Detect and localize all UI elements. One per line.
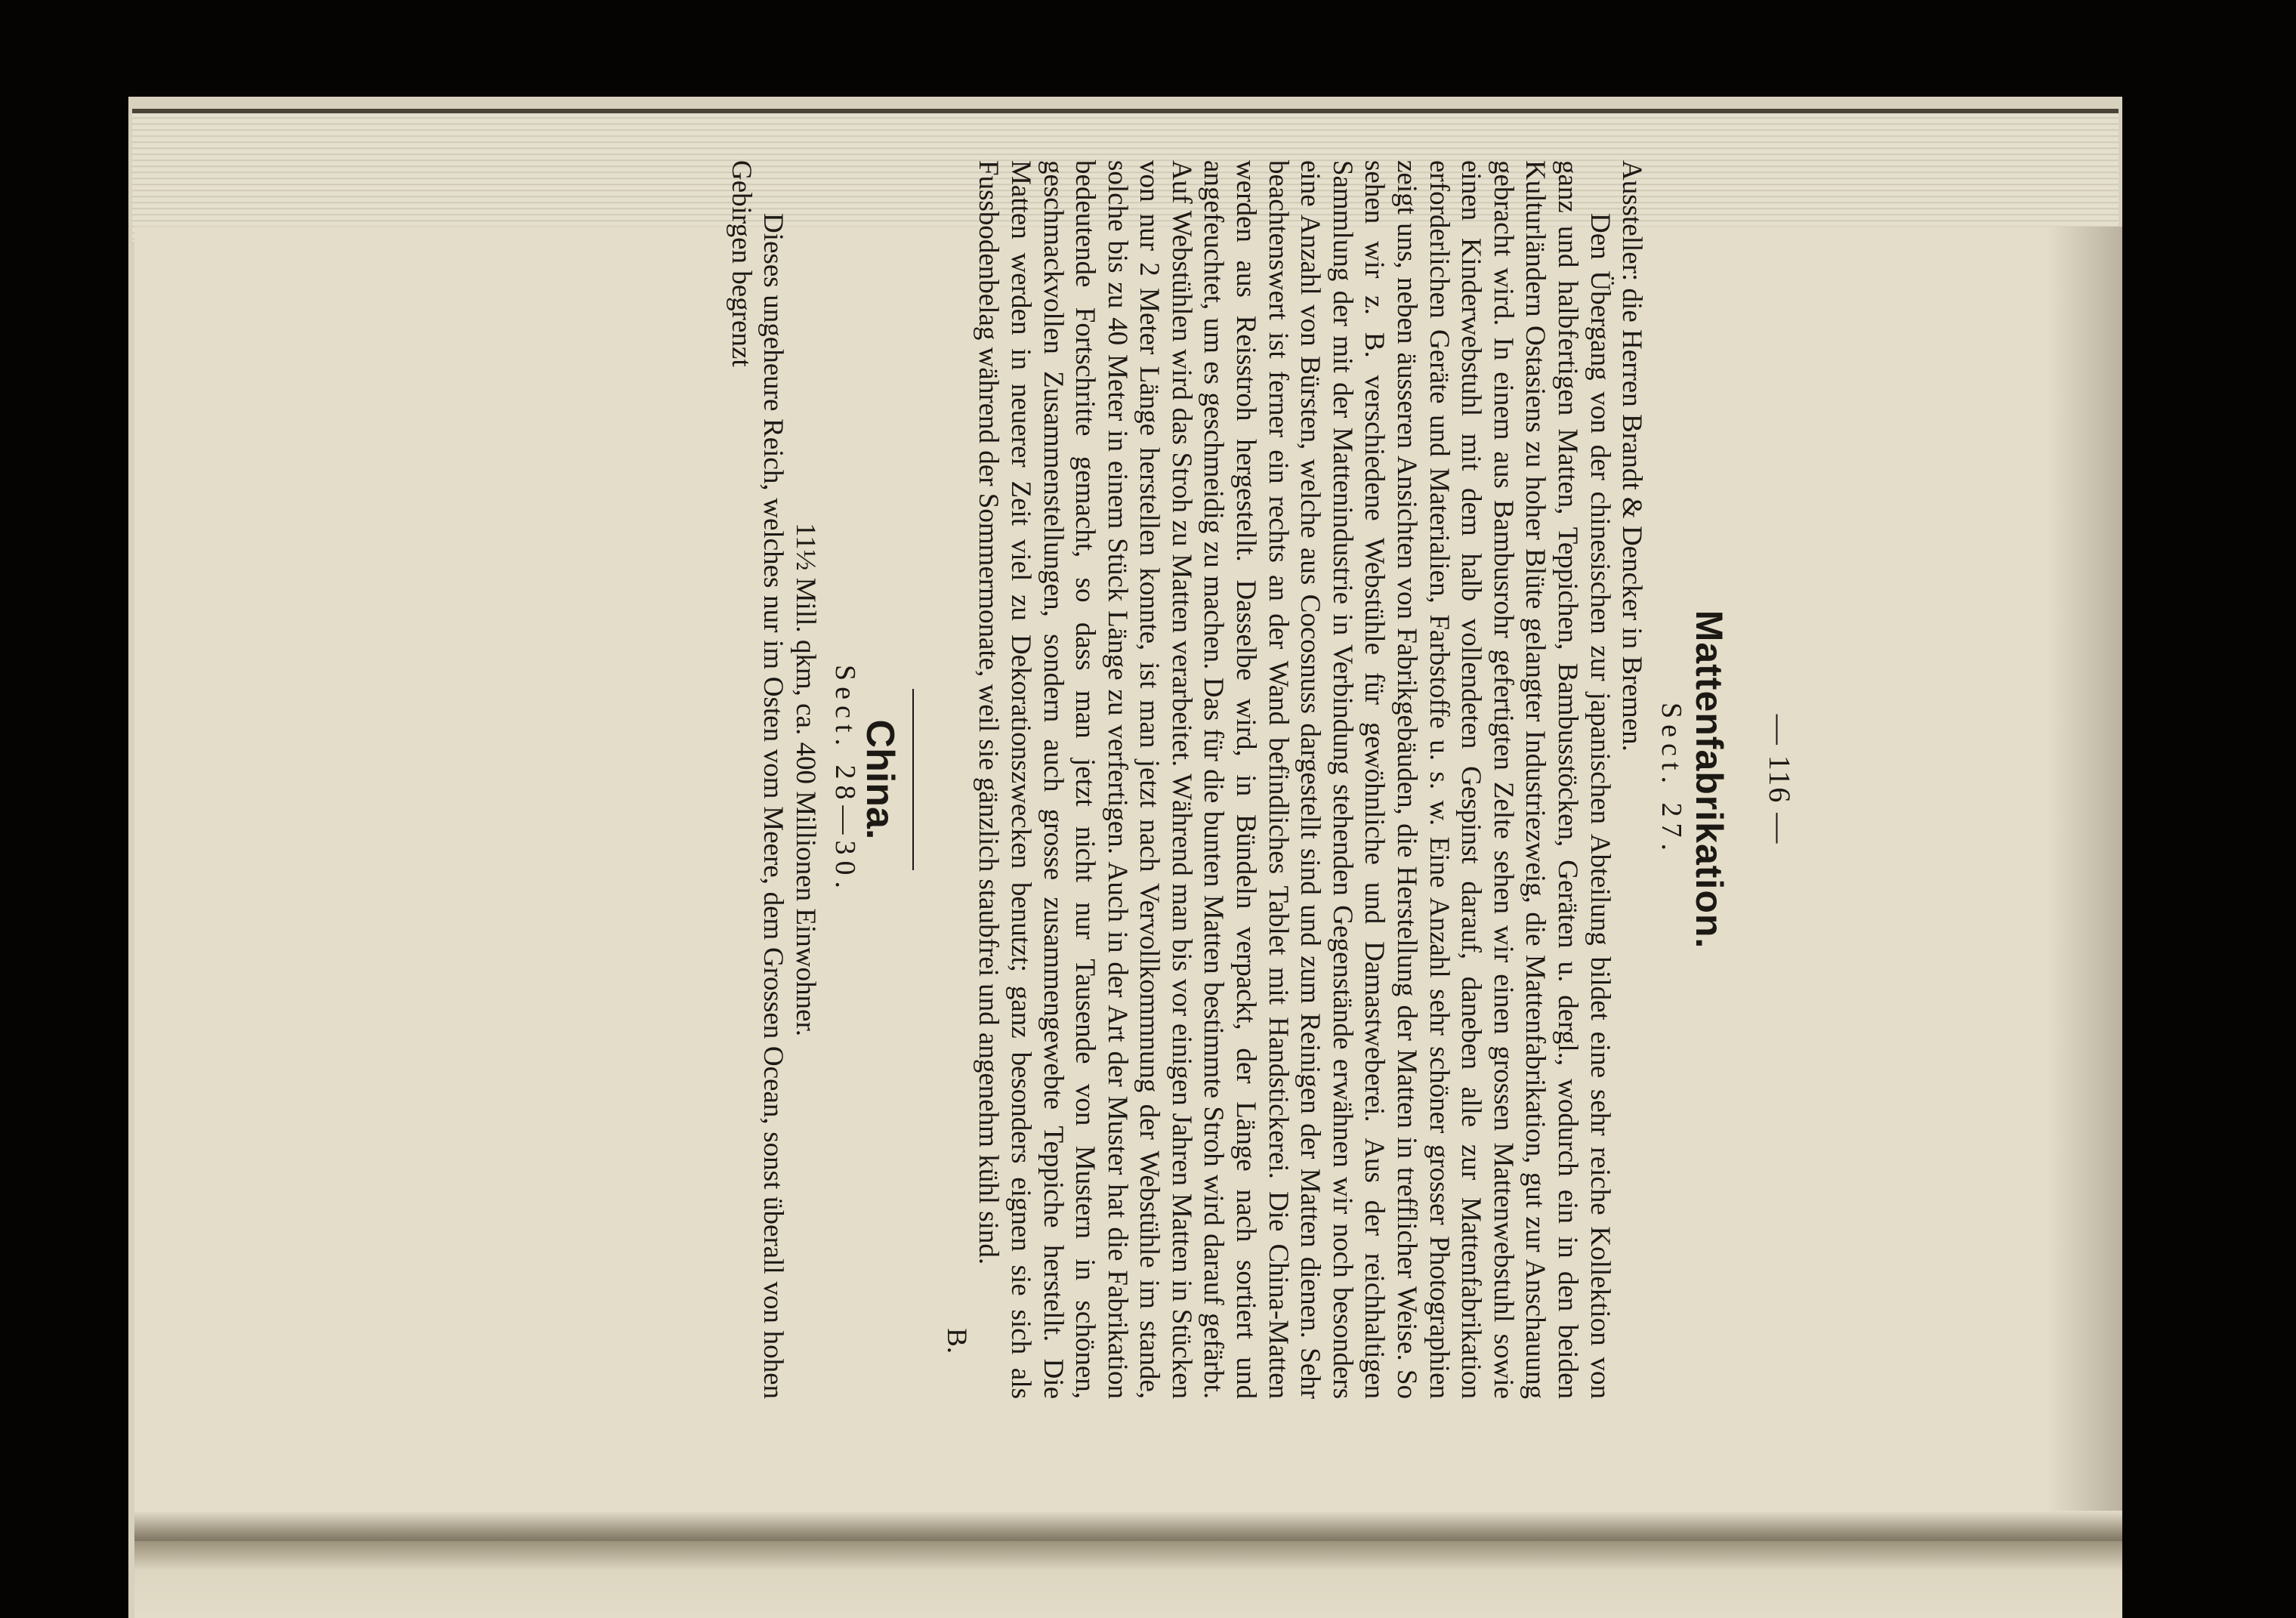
section-number-china: Sect. 28—30. xyxy=(829,665,861,894)
section-divider xyxy=(912,689,914,870)
section-heading-mattenfabrikation: Mattenfabrikation. xyxy=(1688,610,1731,949)
china-paragraph: Dieses ungeheure Reich, welches nur im Osten vom Meere, dem Grossen Ocean, sonst überall von hohen Gebirgen begrenzt xyxy=(725,160,789,1399)
binding-shadow xyxy=(2047,227,2122,1541)
section-number: Sect. 27. xyxy=(1655,702,1687,857)
exhibitor-line: Aussteller: die Herren Brandt & Dencker in Bremen. xyxy=(1616,160,1648,752)
page-number: — 116 — xyxy=(1763,714,1797,845)
author-initial: B. xyxy=(940,1328,972,1354)
rotated-text-block xyxy=(489,160,1795,1399)
section-heading-china: China. xyxy=(858,719,903,840)
china-statistics: 11½ Mill. qkm, ca. 400 Millionen Einwohner. xyxy=(789,523,821,1036)
body-paragraph: Den Übergang von der chinesischen zur japanischen Abteilung bildet eine sehr reiche Kollektion von ganz und halbfertigen Matten, Teppichen, Bambusstöcken, Geräten u. dergl., wodurch ein in den beiden Kulturländern Ostasiens zu hoher Blüte gelangter Industriezweig, die Mattenfabrikation, gut zur Anschauung gebracht wird. In einem aus Bambusrohr gefertigten Zelte sehen wir einen grossen Mattenwebstuhl sowie einen Kinderwebstuhl mit dem halb vollendeten Gespinst darauf, daneben alle zur Mattenfabrikation erforderlichen Geräte und Materialien, Farbstoffe u. s. w. Eine Anzahl sehr schöner grosser Photographien zeigt uns, neben äusseren Ansichten von Fabrikgebäuden, die Herstellung der Matten in trefflicher Weise. So sehen wir z. B. verschiedene Webstühle für gewöhnliche und Damastweberei. Aus der reichhaltigen Sammlung der mit der Mattenindustrie in Verbindung stehenden Gegenstände erwähnen wir noch besonders eine Anzahl von Bürsten, welche aus Cocosnuss dargestellt sind und zum Reinigen der Matten dienen. Sehr beachtenswert ist ferner ein rechts an der Wand befindliches Tablet mit Handstickerei. Die China-Matten werden aus Reisstroh hergestellt. Dasselbe wird, in Bündeln verpackt, der Länge nach sortiert und angefeuchtet, um es geschmeidig zu machen. Das für die bunten Matten bestimmte Stroh wird darauf gefärbt. Auf Webstühlen wird das Stroh zu Matten verarbeitet. Während man bis vor einigen Jahren Matten in Stücken von nur 2 Meter Länge herstellen konnte, ist man jetzt nach Vervollkommnung der Webstühle im stande, solche bis zu 40 Meter in einem Stück Länge zu verfertigen. Auch in der Art der Muster hat die Fabrikation bedeutende Fortschritte gemacht, so dass man jetzt nicht nur Tausende von Mustern in schönen, geschmackvollen Zusammenstellungen, sondern auch grosse zusammengewebte Teppiche herstellt. Die Matten werden in neuerer Zeit viel zu Dekorationszwecken benutzt; ganz besonders eignen sie sich als Fussbodenbelag während der Sommermonate, weil sie gänzlich staubfrei und angenehm kühl sind. xyxy=(973,160,1616,1399)
next-page-edge xyxy=(134,1541,2122,1618)
